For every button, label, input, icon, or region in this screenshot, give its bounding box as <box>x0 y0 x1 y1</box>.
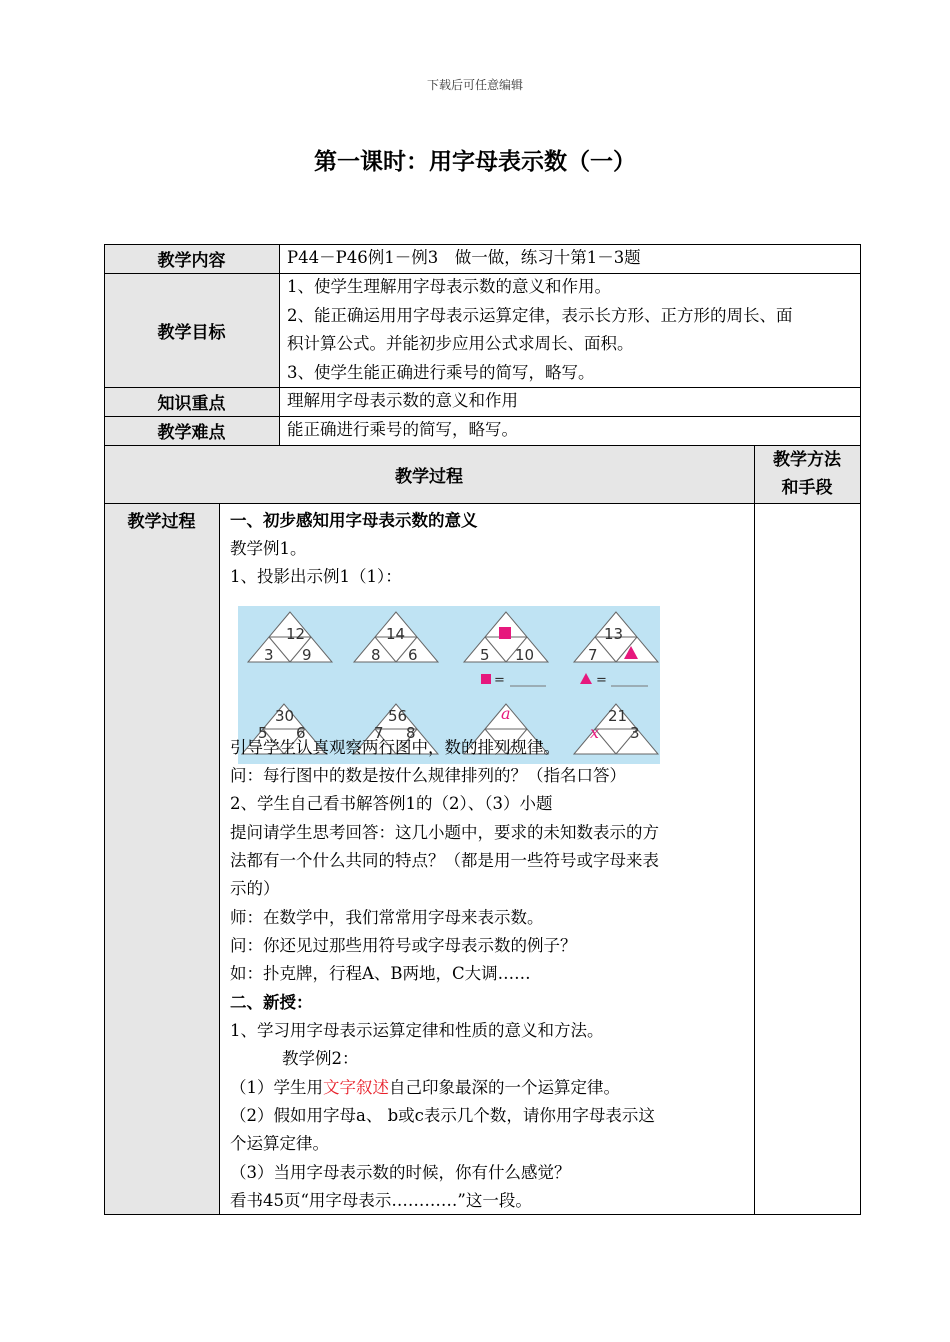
page-title: 第一课时：用字母表示数（一） <box>314 149 636 175</box>
process-label: 教学过程 <box>127 511 196 532</box>
highlighted-text: 文字叙述 <box>323 1078 389 1097</box>
process-text: 看书45页“用字母表示…………”这一段。 <box>230 1191 532 1210</box>
triangle-left-number: 7 <box>374 724 384 742</box>
triangle-top-number: 13 <box>604 625 624 643</box>
process-text: 1、学习用字母表示运算定律和性质的意义和方法。 <box>230 1021 604 1040</box>
process-header: 教学过程 <box>395 466 463 487</box>
goal-line: 2、能正确运用用字母表示运算定律，表示长方形、正方形的周长、面 <box>287 305 793 325</box>
process-text: （2）假如用字母a、 b或c表示几个数，请你用字母表示这 <box>230 1106 655 1125</box>
triangle-top-number: 14 <box>386 625 406 643</box>
col-divider <box>754 445 755 1215</box>
goals-label: 教学目标 <box>157 322 226 343</box>
process-text: 1、投影出示例1（1）： <box>230 567 402 586</box>
triangle-right-number: 6 <box>408 646 418 664</box>
table-border-bottom <box>104 1214 861 1215</box>
goals-list <box>279 273 860 387</box>
process-text: 个运算定律。 <box>230 1134 329 1153</box>
triangle-top-number: 56 <box>388 707 408 725</box>
process-text <box>230 1074 620 1098</box>
process-text: 问：每行图中的数是按什么规律排列的？（指名口答） <box>230 766 626 785</box>
goal-line: 1、使学生理解用字母表示数的意义和作用。 <box>287 277 611 296</box>
triangle-top-number: 12 <box>286 625 306 643</box>
triangle-left-number: 5 <box>480 646 490 664</box>
key-point-value: 理解用字母表示数的意义和作用 <box>287 391 518 410</box>
square-symbol-icon <box>499 627 511 639</box>
triangle-right-number: 10 <box>515 646 535 664</box>
triangle-right-number: 6 <box>296 724 306 742</box>
difficulty-label: 教学难点 <box>157 423 226 443</box>
triangle-right-number: 3 <box>630 724 640 742</box>
method-header-line: 教学方法 <box>773 450 841 470</box>
process-text: 如：扑克牌，行程A、B两地，C大调…… <box>230 964 531 983</box>
difficulty-value: 能正确进行乘号的简写，略写。 <box>287 420 518 439</box>
answer-equals: = <box>494 673 505 688</box>
answer-equals: = <box>596 673 607 688</box>
table-border-right <box>860 244 861 1215</box>
triangle-right-number: 9 <box>302 646 312 664</box>
process-text: 教学例2： <box>282 1049 359 1068</box>
process-text-segment: 自己印象最深的一个运算定律。 <box>389 1078 620 1097</box>
content-label: 教学内容 <box>157 251 226 271</box>
row-divider <box>104 503 861 504</box>
variable-a: a <box>501 704 511 723</box>
section-heading: 二、新授： <box>230 993 313 1012</box>
col-divider <box>219 503 220 1214</box>
process-text: 提问请学生思考回答：这几小题中，要求的未知数表示的方 <box>230 823 659 842</box>
square-symbol-icon <box>481 674 491 684</box>
section-heading: 一、初步感知用字母表示数的意义 <box>230 511 478 530</box>
triangle-right-number: 8 <box>406 724 416 742</box>
triangle-left-number: 3 <box>264 646 274 664</box>
method-header <box>754 445 860 503</box>
triangle-top-number: 30 <box>275 707 295 725</box>
variable-x: x <box>590 723 600 742</box>
process-label-bg <box>104 503 219 1214</box>
triangle-top-number: 21 <box>608 707 628 725</box>
goal-line: 积计算公式。并能初步应用公式求周长、面积。 <box>287 334 634 353</box>
goal-line: 3、使学生能正确进行乘号的简写，略写。 <box>287 362 595 382</box>
process-text: 问：你还见过那些用符号或字母表示数的例子？ <box>230 936 577 955</box>
process-text-segment: （1）学生用 <box>230 1078 323 1097</box>
process-text: 师：在数学中，我们常常用字母来表示数。 <box>230 908 544 927</box>
header-note: 下载后可任意编辑 <box>426 78 523 92</box>
process-text: 引导学生认真观察两行图中，数的排列规律。 <box>230 738 560 757</box>
triangle-left-number: 7 <box>588 646 598 664</box>
process-text: 示的） <box>230 879 280 898</box>
process-text: 2、学生自己看书解答例1的（2）、（3）小题 <box>230 794 553 813</box>
process-text: 教学例1。 <box>230 539 307 558</box>
content-value: P44－P46例1－例3 做一做，练习十第1－3题 <box>287 248 641 267</box>
method-header-line: 和手段 <box>781 478 833 498</box>
process-text: （3）当用字母表示数的时候，你有什么感觉？ <box>230 1163 571 1182</box>
key-point-label: 知识重点 <box>157 394 226 414</box>
process-text: 法都有一个什么共同的特点？（都是用一些符号或字母来表 <box>230 851 659 870</box>
triangle-left-number: 5 <box>258 724 268 742</box>
triangle-left-number: 8 <box>371 646 381 664</box>
